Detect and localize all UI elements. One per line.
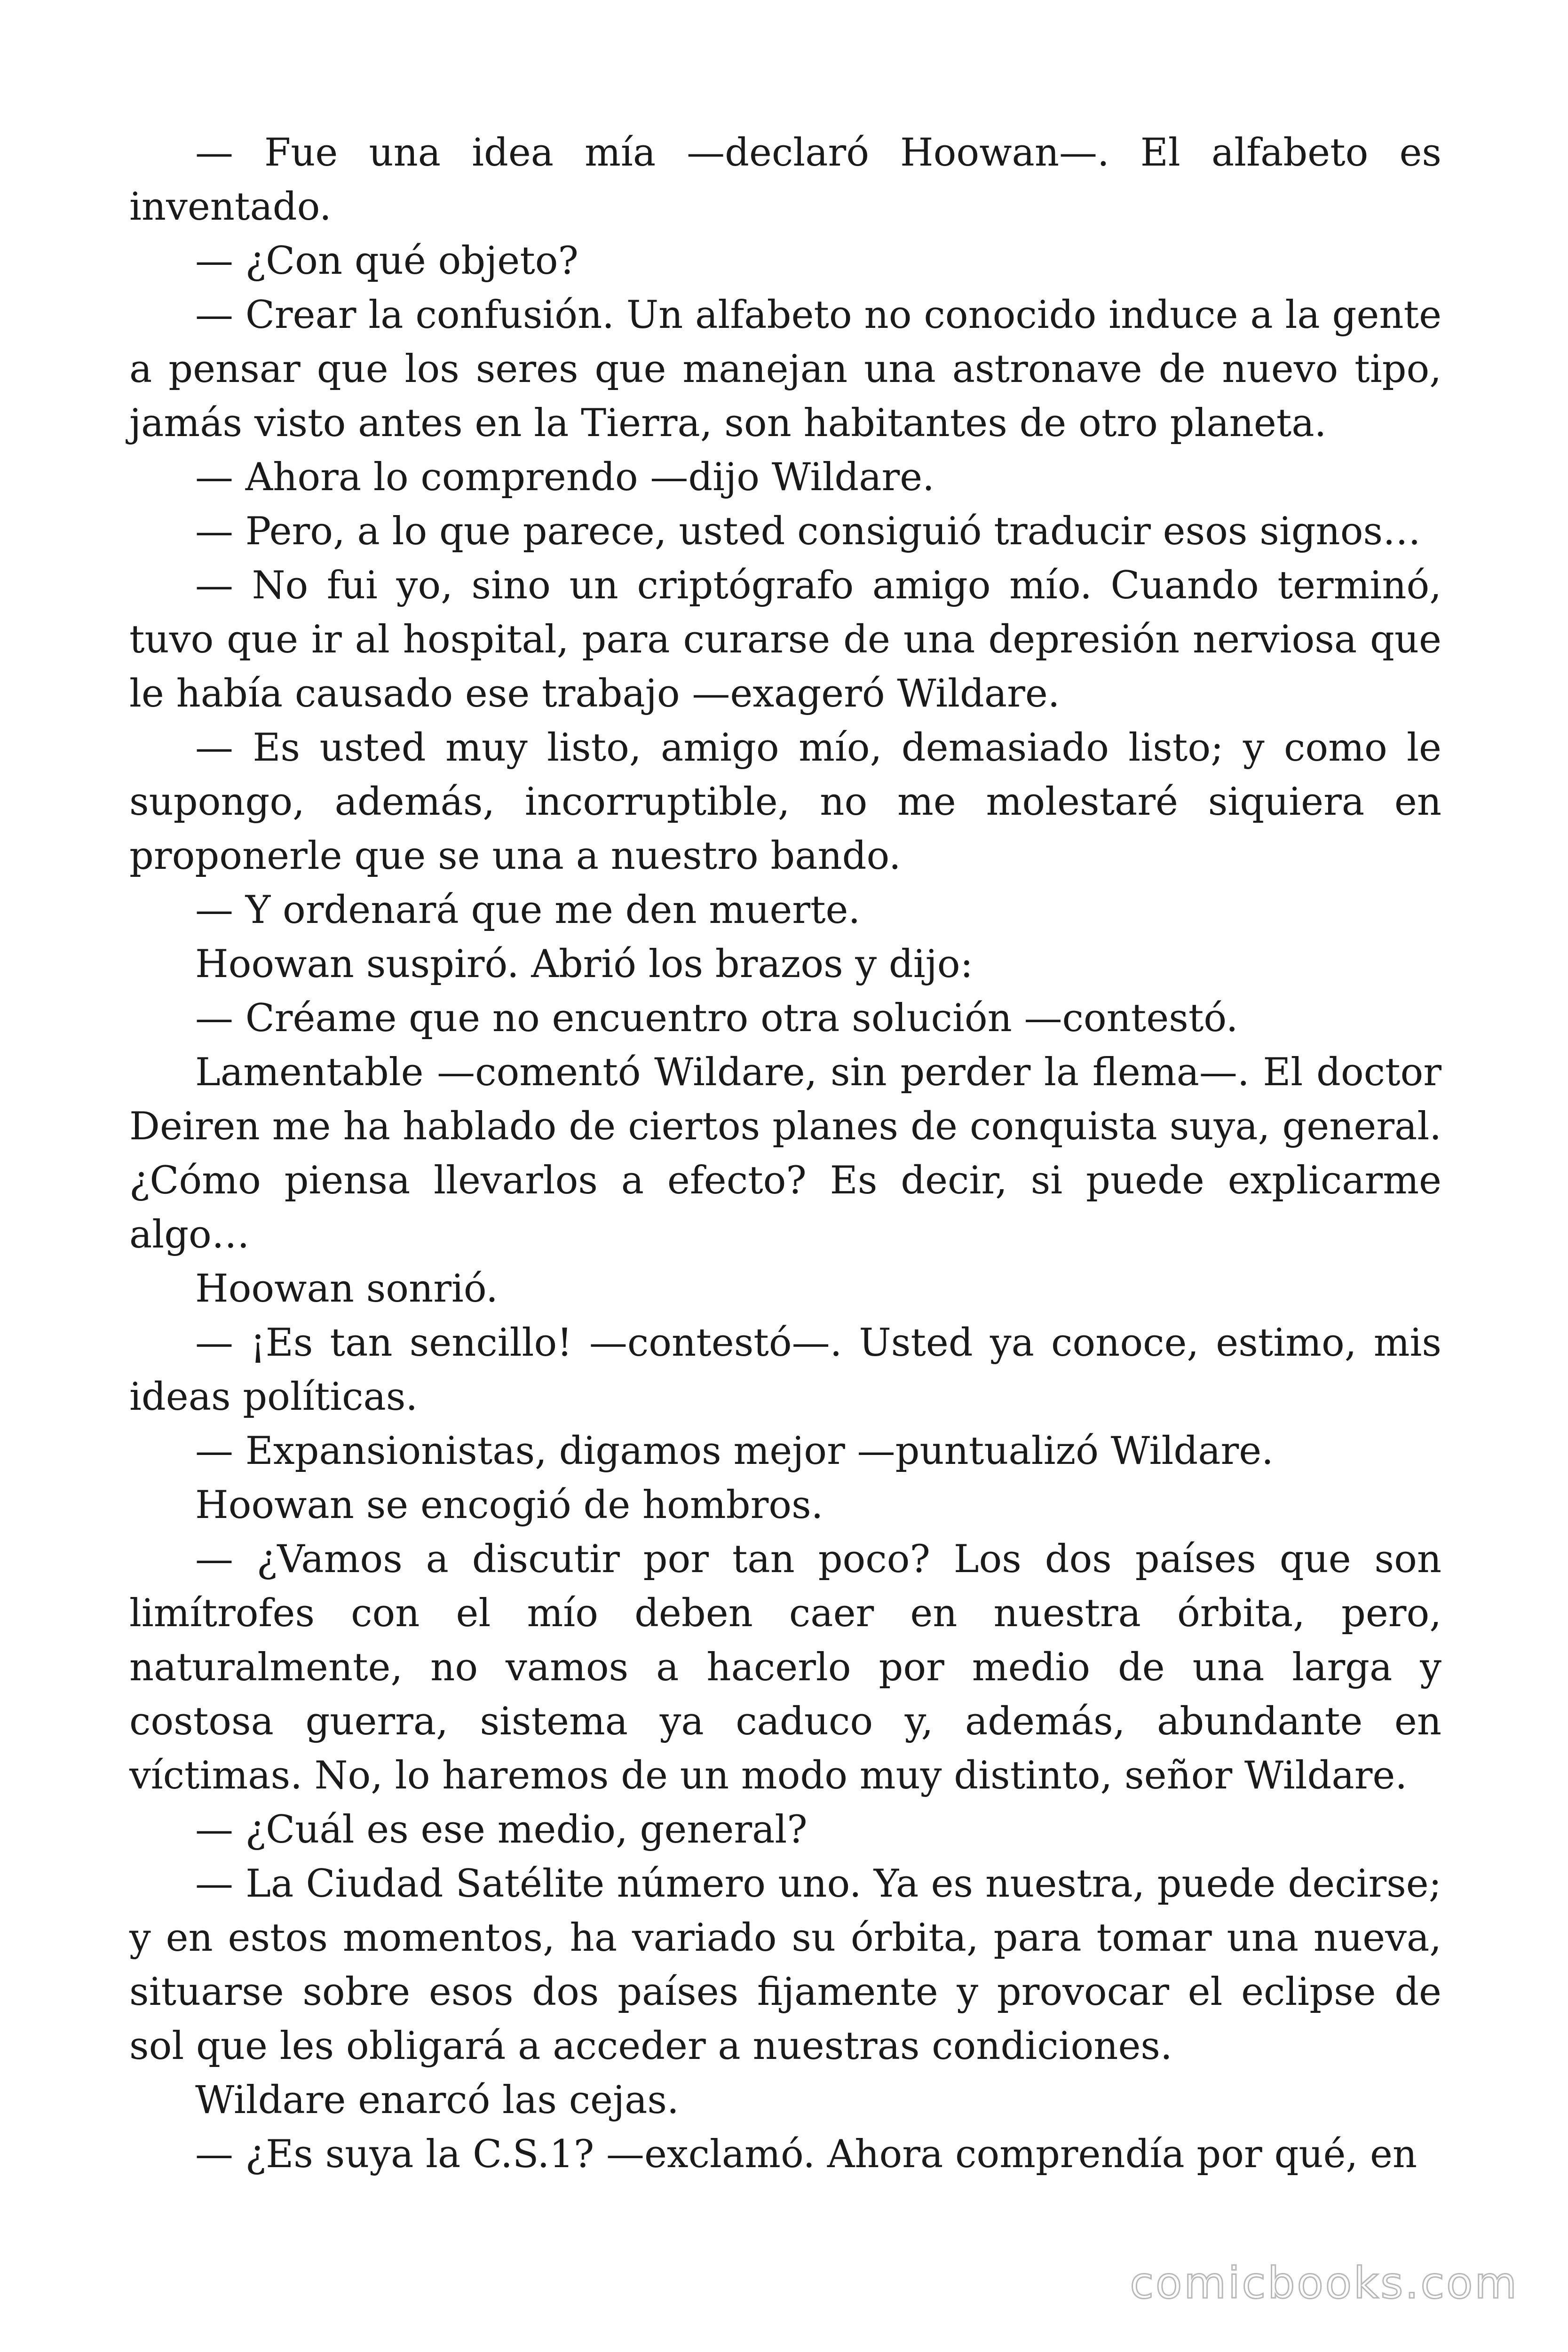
body-text — [129, 126, 1441, 2182]
paragraph: — Es usted muy listo, amigo mío, demasiado listo; y como le supongo, además, incorruptible, no me molestaré siquiera en proponerle que se una a nuestro bando. — [129, 726, 1441, 878]
paragraph: — Expansionistas, digamos mejor —puntualizó Wildare. — [195, 1429, 1274, 1473]
paragraph: Wildare enarcó las cejas. — [195, 2078, 679, 2122]
paragraph: — ¿Es suya la C.S.1? —exclamó. Ahora comprendía por qué, en — [195, 2132, 1418, 2177]
paragraph: — ¿Cuál es ese medio, general? — [195, 1808, 808, 1852]
paragraph: — Y ordenará que me den muerte. — [195, 888, 861, 932]
paragraph: — La Ciudad Satélite número uno. Ya es nuestra, puede decirse; y en estos momentos, ha variado su órbita, para tomar una nueva, situarse sobre esos dos países fijamente y provocar el eclipse de sol que les obligará a acceder a nuestras condiciones. — [129, 1862, 1441, 2068]
paragraph: — Fue una idea mía —declaró Hoowan—. El alfabeto es inventado. — [129, 131, 1441, 229]
watermark: comicbooks.com — [1130, 2258, 1519, 2308]
paragraph: — Créame que no encuentro otra solución —contestó. — [195, 996, 1238, 1041]
paragraph: — ¿Con qué objeto? — [195, 239, 578, 283]
paragraph: — Ahora lo comprendo —dijo Wildare. — [195, 455, 934, 500]
paragraph: — No fui yo, sino un criptógrafo amigo mío. Cuando terminó, tuvo que ir al hospital, para curarse de una depresión nerviosa que le había causado ese trabajo —exageró Wildare. — [129, 564, 1441, 716]
paragraph: Hoowan sonrió. — [195, 1267, 498, 1311]
paragraph: Lamentable —comentó Wildare, sin perder la flema—. El doctor Deiren me ha hablado de ciertos planes de conquista suya, general. ¿Cómo piensa llevarlos a efecto? Es decir, si puede explicarme algo… — [129, 1050, 1441, 1257]
paragraph: — ¡Es tan sencillo! —contestó—. Usted ya conoce, estimo, mis ideas políticas. — [129, 1321, 1441, 1419]
paragraph: Hoowan se encogió de hombros. — [195, 1483, 824, 1527]
paragraph: — Crear la confusión. Un alfabeto no conocido induce a la gente a pensar que los seres que manejan una astronave de nuevo tipo, jamás visto antes en la Tierra, son habitantes de otro planeta. — [129, 293, 1441, 445]
paragraph: — ¿Vamos a discutir por tan poco? Los dos países que son limítrofes con el mío deben caer en nuestra órbita, pero, naturalmente, no vamos a hacerlo por medio de una larga y costosa guerra, sistema ya caduco y, además, abundante en víctimas. No, lo haremos de un modo muy distinto, señor Wildare. — [129, 1537, 1441, 1798]
paragraph: — Pero, a lo que parece, usted consiguió traducir esos signos… — [195, 509, 1421, 554]
paragraph: Hoowan suspiró. Abrió los brazos y dijo: — [195, 942, 973, 986]
